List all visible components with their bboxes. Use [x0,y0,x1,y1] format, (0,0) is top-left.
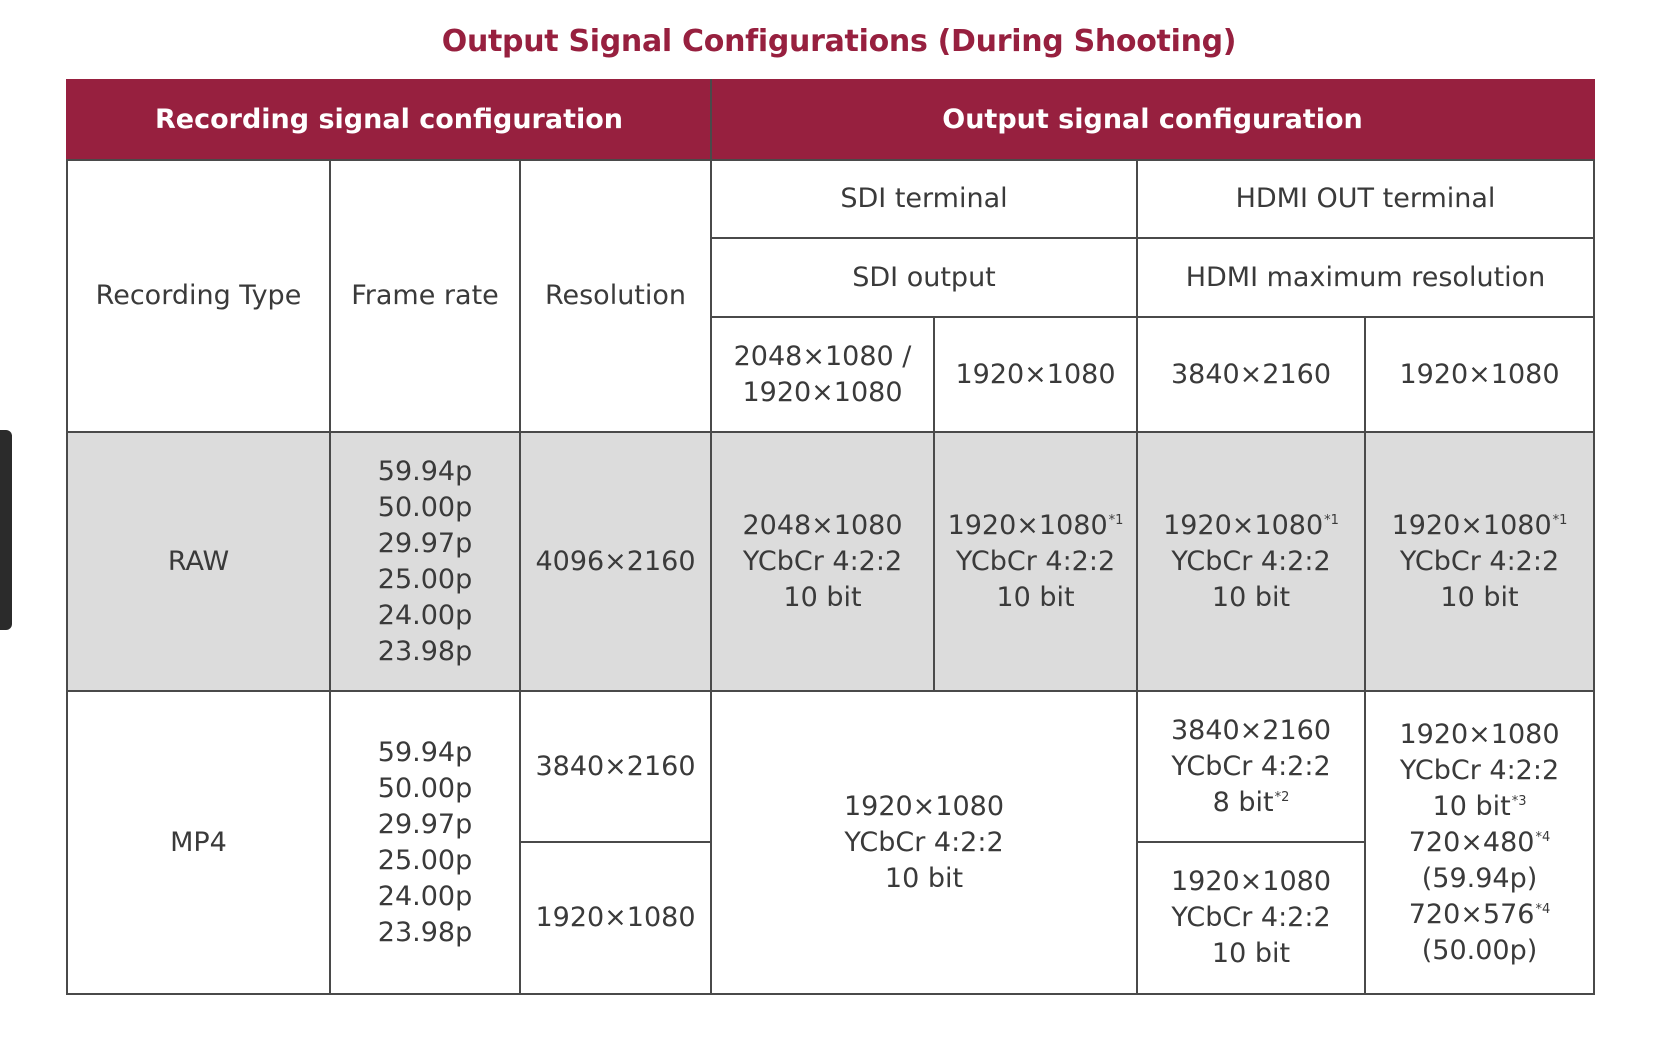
footnote-marker: *4 [1535,829,1551,845]
page-title: Output Signal Configurations (During Shooting) [441,24,1237,59]
frame-rate: 24.00p [377,880,473,912]
sdi-res-header-dci-line2: 1920×1080 [742,376,903,408]
output-signal-table [66,79,1595,995]
table-group-header-row [67,80,1594,160]
signal-bit-depth: 10 bit [1211,581,1291,613]
signal-resolution-line [1138,508,1364,544]
signal-bit-depth: 8 bit [1212,786,1274,818]
sdi-output-header: SDI output [711,238,1137,317]
signal-bit-depth: 10 bit [783,581,862,613]
mp4-hdmi-fhd-cell [1365,691,1594,994]
signal-bit-depth-line [1138,785,1364,821]
signal-format: YCbCr 4:2:2 [1399,754,1560,786]
frame-rates-mp4 [330,691,520,994]
signal-bit-depth: 10 bit [1432,790,1511,822]
raw-hdmi-fhd-cell [1365,432,1594,691]
frame-rate: 50.00p [377,491,473,523]
signal-format: YCbCr 4:2:2 [1171,545,1331,577]
raw-sdi-dci-cell [711,432,934,691]
sdi-res-header-dci [711,317,934,432]
sd-resolution-ntsc: 720×480 [1408,826,1535,858]
signal-resolution: 2048×1080 [742,509,903,541]
signal-format: YCbCr 4:2:2 [1171,750,1331,782]
output-config-header: Output signal configuration [711,80,1594,160]
sd-frame-rate-pal: (50.00p) [1421,934,1538,966]
hdmi-max-resolution-header: HDMI maximum resolution [1137,238,1594,317]
sdi-res-header-dci-line1: 2048×1080 / [733,340,912,372]
sdi-res-header-fhd: 1920×1080 [934,317,1137,432]
sd-resolution-pal: 720×576 [1408,898,1535,930]
signal-resolution-line [1366,508,1593,544]
frame-rate: 50.00p [377,772,473,804]
hdmi-terminal-header: HDMI OUT terminal [1137,160,1594,238]
sd-frame-rate-ntsc: (59.94p) [1421,862,1538,894]
resolution-raw: 4096×2160 [520,432,711,691]
footnote-marker: *1 [1552,512,1568,528]
signal-resolution-line [935,508,1136,544]
signal-resolution: 1920×1080 [1163,509,1324,541]
mp4-sdi-cell [711,691,1137,994]
hdmi-res-header-fhd: 1920×1080 [1365,317,1594,432]
signal-bit-depth: 10 bit [884,862,964,894]
resolution-mp4-fhd: 1920×1080 [520,842,711,994]
signal-format: YCbCr 4:2:2 [955,545,1116,577]
table-row-raw [67,432,1594,691]
sdi-terminal-header: SDI terminal [711,160,1137,238]
signal-resolution: 1920×1080 [843,790,1005,822]
side-panel-handle[interactable] [0,430,12,630]
signal-format: YCbCr 4:2:2 [1171,902,1331,933]
sd-resolution-line [1366,897,1593,933]
frame-rate: 24.00p [377,599,473,631]
signal-resolution: 3840×2160 [1170,714,1332,746]
signal-bit-depth-line [1366,789,1593,825]
frame-rate: 25.00p [377,563,473,595]
footnote-marker: *2 [1274,789,1290,805]
frame-rate-header: Frame rate [330,160,520,432]
signal-bit-depth: 10 bit [996,581,1075,613]
recording-type-header: Recording Type [67,160,330,432]
frame-rate: 59.94p [377,736,473,768]
frame-rate: 59.94p [377,455,473,487]
frame-rate: 23.98p [377,916,473,948]
terminal-header-row [67,160,1594,238]
resolution-header: Resolution [520,160,711,432]
sd-resolution-line [1366,825,1593,861]
footnote-marker: *3 [1511,793,1527,809]
raw-hdmi-uhd-cell [1137,432,1365,691]
signal-resolution: 1920×1080 [1391,509,1552,541]
resolution-mp4-uhd: 3840×2160 [520,691,711,842]
footnote-marker: *1 [1324,512,1339,528]
signal-format: YCbCr 4:2:2 [1399,545,1560,577]
frame-rate: 23.98p [377,635,473,667]
footnote-marker: *1 [1108,512,1124,528]
signal-resolution: 1920×1080 [1399,718,1560,750]
signal-resolution: 1920×1080 [947,509,1108,541]
frame-rates-raw [330,432,520,691]
recording-config-header: Recording signal configuration [67,80,711,160]
frame-rate: 29.97p [377,527,473,559]
footnote-marker: *4 [1535,901,1551,917]
frame-rate: 29.97p [377,808,473,840]
signal-resolution: 1920×1080 [1170,866,1332,897]
mp4-uhd-hdmi-uhd-cell [1137,691,1365,842]
signal-bit-depth: 10 bit [1440,581,1519,613]
recording-type-mp4: MP4 [67,691,330,994]
raw-sdi-fhd-cell [934,432,1137,691]
mp4-fhd-hdmi-uhd-cell [1137,842,1365,994]
signal-format: YCbCr 4:2:2 [844,826,1004,858]
signal-format: YCbCr 4:2:2 [742,545,903,577]
hdmi-res-header-uhd: 3840×2160 [1137,317,1365,432]
signal-bit-depth: 10 bit [1211,938,1291,969]
recording-type-raw: RAW [67,432,330,691]
table-row-mp4-uhd [67,691,1594,842]
frame-rate: 25.00p [377,844,473,876]
